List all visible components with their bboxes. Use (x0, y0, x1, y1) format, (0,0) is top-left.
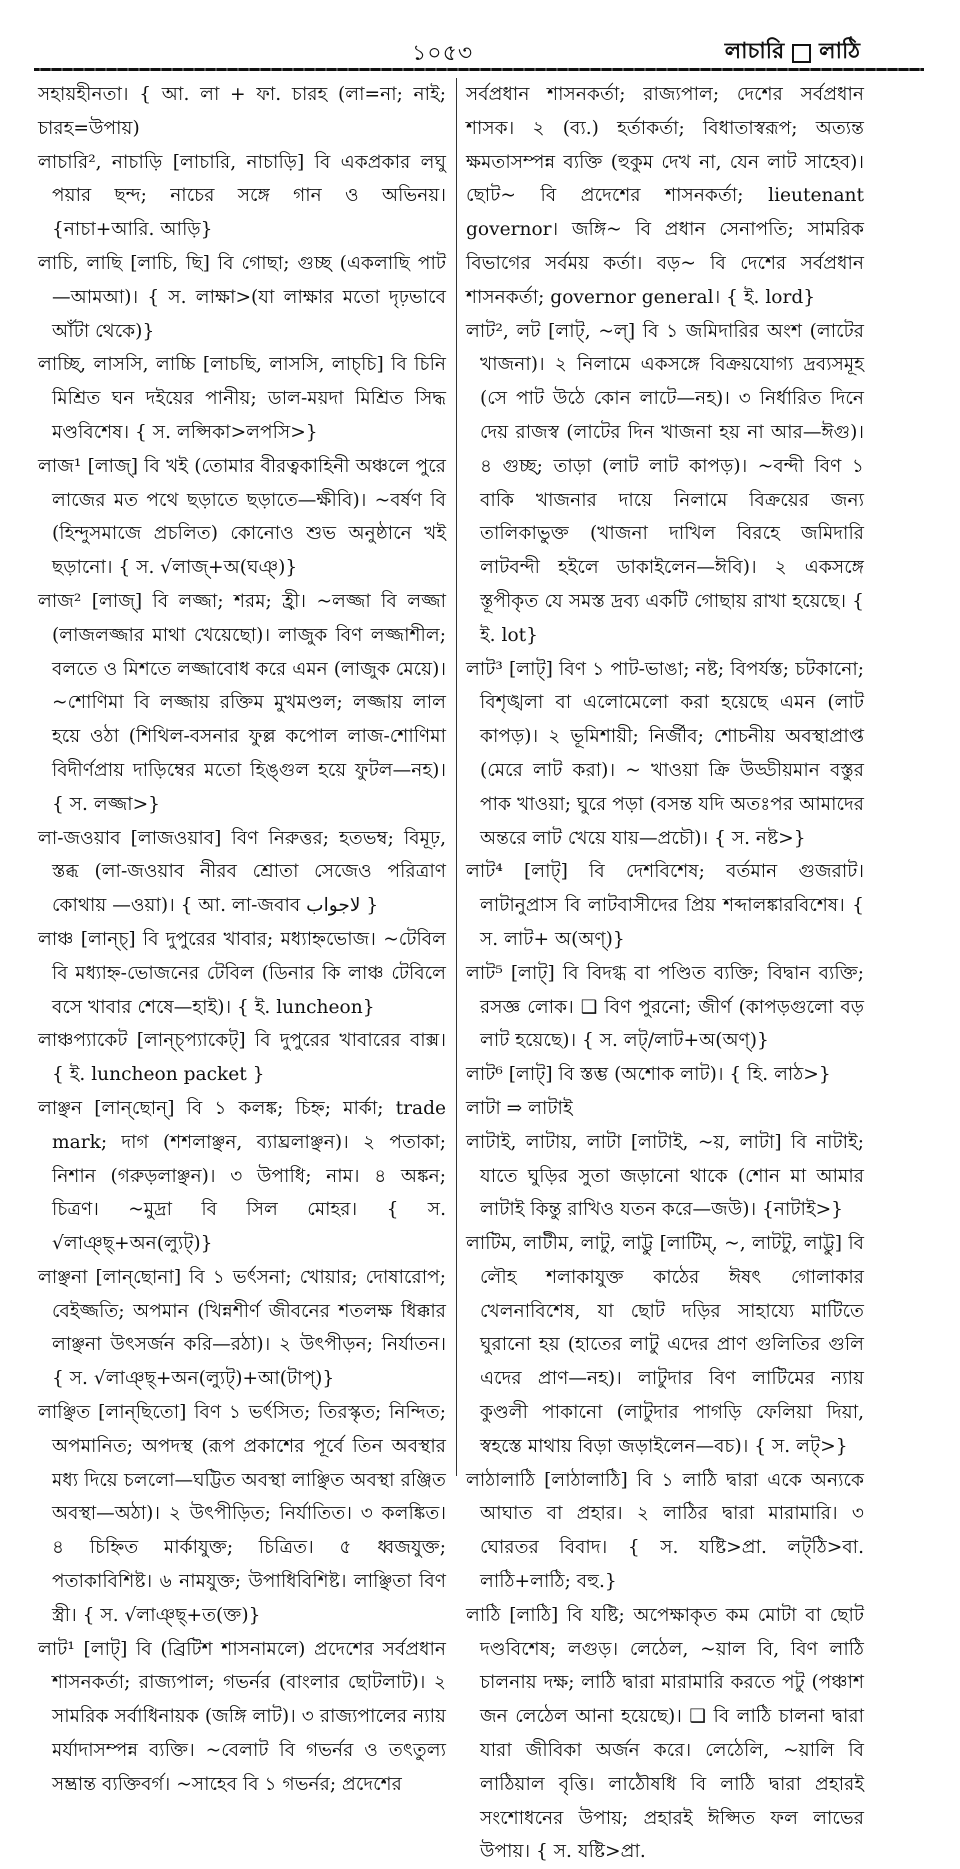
dictionary-entry: সহায়হীনতা। { আ. লা + ফা. চারহ (লা=না; নাই; চারহ=উপায়) (38, 84, 446, 139)
dictionary-entry: লাটাই, লাটায়, লাটা [লাটাই, ~য়, লাটা] বি নাটাই; যাতে ঘুড়ির সুতা জড়ানো থাকে (শোন মা আমার লাটাই কিন্তু রাখিও যতন করে—জউ)। {নাটাই>} (466, 1131, 864, 1221)
dictionary-entry: লাটিম, লাটীম, লাটু, লাট্টু [লাটিম্, ~, লাটটু, লাট্টু] বি লৌহ শলাকাযুক্ত কাঠের ঈষৎ গোলাকার খেলনাবিশেষ, যা ছোট দড়ির সাহায্যে মাটিতে ঘুরানো হয় (হাতের লাটু এদের প্রাণ গুলিতির গুলি এদের প্রাণ—নহ)। লাটুদার বিণ লাটিমের ন্যায় কুণ্ডলী পাকানো (লাটুদার পাগড়ি ফেলিয়া দিয়া, স্বহস্তে মাথায় বিড়া জড়াইলেন—বচ)। { স. লট্>} (466, 1233, 864, 1457)
dictionary-entry: সর্বপ্রধান শাসনকর্তা; রাজ্যপাল; দেশের সর্বপ্রধান শাসক। ২ (ব্য.) হর্তাকর্তা; বিধাতাস্বরূপ; অত্যন্ত ক্ষমতাসম্পন্ন ব্যক্তি (হুকুম দেখ না, যেন লাট সাহেব)। ছোট~ বি প্রদেশের শাসনকর্তা; lieutenant governor। জঙ্গি~ বি প্রধান সেনাপতি; সামরিক বিভাগের সর্বময় কর্তা। বড়~ বি দেশের সর্বপ্রধান শাসনকর্তা; governor general। { ই. lord} (466, 84, 864, 308)
dictionary-entry: লা-জওয়াব [লাজওয়াব] বিণ নিরুত্তর; হতভম্ব; বিমূঢ়, স্তব্ধ (লা-জওয়াব নীরব শ্রোতা সেজেও পরিত্রাণ কোথায় —ওয়া)। { আ. লা-জবাব لاجواب } (38, 827, 446, 917)
guide-word-last: লাঠি (819, 38, 860, 64)
dictionary-entry: লাঞ্চপ্যাকেট [লান্‌চ্‌প্যাকেট্] বি দুপুরের খাবারের বাক্স। { ই. luncheon packet } (38, 1030, 446, 1086)
dictionary-entry: লাট², লট [লাট্, ~ল্] বি ১ জমিদারির অংশ (লাটের খাজনা)। ২ নিলামে একসঙ্গে বিক্রয়যোগ্য দ্রব্যসমূহ (সে পাট উঠে কোন লাটে—নহ)। ৩ নির্ধারিত দিনে দেয় রাজস্ব (লাটের দিন খাজনা হয় না আর—ঈগু)। ৪ গুচ্ছ; তাড়া (লাট লাট কাপড়)। ~বন্দী বিণ ১ বাকি খাজনার দায়ে নিলামে বিক্রয়ের জন্য তালিকাভুক্ত (খাজনা দাখিল বিরহে জমিদারি লাটবন্দী হইলে ডাকাইলেন—ঈবি)। ২ একসঙ্গে স্তূপীকৃত যে সমস্ত দ্রব্য একটি গোছায় রাখা হয়েছে। { ই. lot} (466, 320, 864, 646)
dictionary-entry: লাট⁴ [লাট্] বি দেশবিশেষ; বর্তমান গুজরাট। লাটানুপ্রাস বি লাটবাসীদের প্রিয় শব্দালঙ্কারবিশেষ। { স. লাট+ অ(অণ্)} (466, 861, 864, 950)
guide-word-first: লাচারি (724, 38, 785, 64)
dictionary-entry: লাঞ্ছিত [লান্‌ছিতো] বিণ ১ ভর্ৎসিত; তিরস্কৃত; নিন্দিত; অপমানিত; অপদস্থ (রূপ প্রকাশের পূর্বে তিন অবস্থার মধ্য দিয়ে চললো—ঘট্টিত অবস্থা লাঞ্ছিত অবস্থা রঞ্জিত অবস্থা—অঠা)। ২ উৎপীড়িত; নির্যাতিত। ৩ কলঙ্কিত। ৪ চিহ্নিত মার্কাযুক্ত; চিত্রিত। ৫ ধ্বজযুক্ত; পতাকাবিশিষ্ট। ৬ নামযুক্ত; উপাধিবিশিষ্ট। লাঞ্ছিতা বিণ স্ত্রী। { স. √লাঞ্ছ্+ত(ক্ত)} (38, 1402, 446, 1626)
dictionary-entry: লাট⁵ [লাট্] বি বিদগ্ধ বা পণ্ডিত ব্যক্তি; বিদ্বান ব্যক্তি; রসজ্ঞ লোক। ❑ বিণ পুরনো; জীর্ণ (কাপড়গুলো বড় লাট হয়েছে)। { স. লট্/লাট+অ(অণ্)} (466, 962, 864, 1052)
page-number: ১০৫৩ (412, 41, 474, 66)
dictionary-entry: লাঞ্ছনা [লান্‌ছোনা] বি ১ ভর্ৎসনা; খোয়ার; দোষারোপ; বেইজ্জতি; অপমান (খিন্নশীর্ণ জীবনের শতলক্ষ ধিক্কার লাঞ্ছনা উৎসর্জন করি—রঠা)। ২ উৎপীড়ন; নির্যাতন। { স. √লাঞ্ছ্+অন(ল্যুট্)+আ(টাপ্)} (38, 1266, 446, 1390)
dictionary-entry: লাজ¹ [লাজ্] বি খই (তোমার বীরত্বকাহিনী অঞ্চলে পুরে লাজের মত পথে ছড়াতে ছড়াতে—ক্ষীবি)। ~বর্ষণ বি (হিন্দুসমাজে প্রচলিত) কোনোও শুভ অনুষ্ঠানে খই ছড়ানো। { স. √লাজ্+অ(ঘঞ্)} (38, 455, 446, 579)
dictionary-entry: লাঠি [লাঠি] বি যষ্টি; অপেক্ষাকৃত কম মোটা বা ছোট দণ্ডবিশেষ; লগুড়। লেঠেল, ~য়াল বি, বিণ লাঠি চালনায় দক্ষ; লাঠি দ্বারা মারামারি করতে পটু (পঞ্চাশ জন লেঠেল আনা হয়েছে)। ❑ বি লাঠি চালনা দ্বারা যারা জীবিকা অর্জন করে। লেঠেলি, ~য়ালি বি লাঠিয়াল বৃত্তি। লাঠৌষধি বি লাঠি দ্বারা প্রহারই সংশোধনের উপায়; প্রহারই ঈপ্সিত ফল লাভের উপায়। { স. যষ্টি>প্রা. (466, 1604, 864, 1863)
dictionary-entry: লাট⁶ [লাট্] বি স্তম্ভ (অশোক লাট)। { হি. লাঠ>} (466, 1064, 831, 1086)
dictionary-entry: লাট³ [লাট্] বিণ ১ পাট-ভাঙা; নষ্ট; বিপর্যস্ত; চটকানো; বিশৃঙ্খলা বা এলোমেলো করা হয়েছে এমন (লাট কাপড়)। ২ ভূমিশায়ী; নির্জীব; শোচনীয় অবস্থাপ্রাপ্ত (মেরে লাট করা)। ~ খাওয়া ক্রি উড্ডীয়মান বস্তুর পাক খাওয়া; ঘুরে পড়া (বসন্ত যদি অতঃপর আমাদের অন্তরে লাট খেয়ে যায়—প্রচৌ)। { স. নষ্ট>} (466, 658, 864, 849)
dictionary-entry: লাচারি², নাচাড়ি [লাচারি, নাচাড়ি] বি একপ্রকার লঘু পয়ার ছন্দ; নাচের সঙ্গে গান ও অভিনয়। {নাচা+আরি. আড়ি} (38, 151, 446, 241)
dictionary-entry: লাচ্ছি, লাসসি, লাচ্চি [লাচছি, লাসসি, লাচ্‌চি] বি চিনি মিশ্রিত ঘন দইয়ের পানীয়; ডাল-ময়দা মিশ্রিত সিদ্ধ মণ্ডবিশেষ। { স. লপ্সিকা>লপসি>} (38, 354, 446, 443)
dictionary-entry: লাট¹ [লাট্] বি (ব্রিটিশ শাসনামলে) প্রদেশের সর্বপ্রধান শাসনকর্তা; রাজ্যপাল; গভর্নর (বাংলার ছোটলাট)। ২ সামরিক সর্বাধিনায়ক (জঙ্গি লাট)। ৩ রাজ্যপালের ন্যায় মর্যাদাসম্পন্ন ব্যক্তি। ~বেলাট বি গভর্নর ও তৎতুল্য সম্ভ্রান্ত ব্যক্তিবর্গ। ~সাহেব বি ১ গভর্নর; প্রদেশের (38, 1638, 446, 1795)
dictionary-entry: লাঠালাঠি [লাঠালাঠি] বি ১ লাঠি দ্বারা একে অন্যকে আঘাত বা প্রহার। ২ লাঠির দ্বারা মারামারি। ৩ ঘোরতর বিবাদ। { স. যষ্টি>প্রা. লট্‌ঠি>বা. লাঠি+লাঠি; বহু.} (466, 1469, 864, 1593)
column-divider (456, 78, 457, 1476)
running-head (725, 34, 860, 71)
dictionary-entry: লাঞ্ছন [লান্‌ছোন্] বি ১ কলঙ্ক; চিহ্ন; মার্কা; trade mark; দাগ (শশলাঞ্ছন, ব্যাঘ্রলাঞ্ছন)। ২ পতাকা; নিশান (গরুড়লাঞ্ছন)। ৩ উপাধি; নাম। ৪ অঙ্কন; চিত্রণ। ~মুদ্রা বি সিল মোহর। { স. √লাঞ্ছ্+অন(ল্যুট্)} (38, 1097, 446, 1255)
dictionary-entry: লাজ² [লাজ্] বি লজ্জা; শরম; হ্রী। ~লজ্জা বি লজ্জা (লাজলজ্জার মাথা খেয়েছো)। লাজুক বিণ লজ্জাশীল; বলতে ও মিশতে লজ্জাবোধ করে এমন (লাজুক মেয়ে)। ~শোণিমা বি লজ্জায় রক্তিম মুখমণ্ডল; লজ্জায় লাল হয়ে ওঠা (শিথিল-বসনার ফুল্ল কপোল লাজ-শোণিমা বিদীর্ণপ্রায় দাড়িম্বের মতো হিঙ্গুল হয়ে ফুটল—নহ)। { স. লজ্জা>} (38, 590, 446, 815)
left-column (38, 78, 446, 1795)
dictionary-entry: লাটা ⇒ লাটাই (466, 1097, 573, 1119)
right-column (466, 78, 864, 1863)
separator-box-icon (792, 44, 811, 63)
dictionary-entry: লাচি, লাছি [লাচি, ছি] বি গোছা; গুচ্ছ (একলাছি পাট—আমআ)। { স. লাক্ষা>(যা লাক্ষার মতো দৃঢ়ভাবে আঁটা থেকে)} (38, 252, 446, 342)
header-rule (34, 68, 924, 71)
dictionary-entry: লাঞ্চ [লান্‌চ্] বি দুপুরের খাবার; মধ্যাহ্নভোজ। ~টেবিল বি মধ্যাহ্ন-ভোজনের টেবিল (ডিনার কি লাঞ্চ টেবিলে বসে খাবার শেষে—হাই)। { ই. luncheon} (38, 928, 446, 1018)
